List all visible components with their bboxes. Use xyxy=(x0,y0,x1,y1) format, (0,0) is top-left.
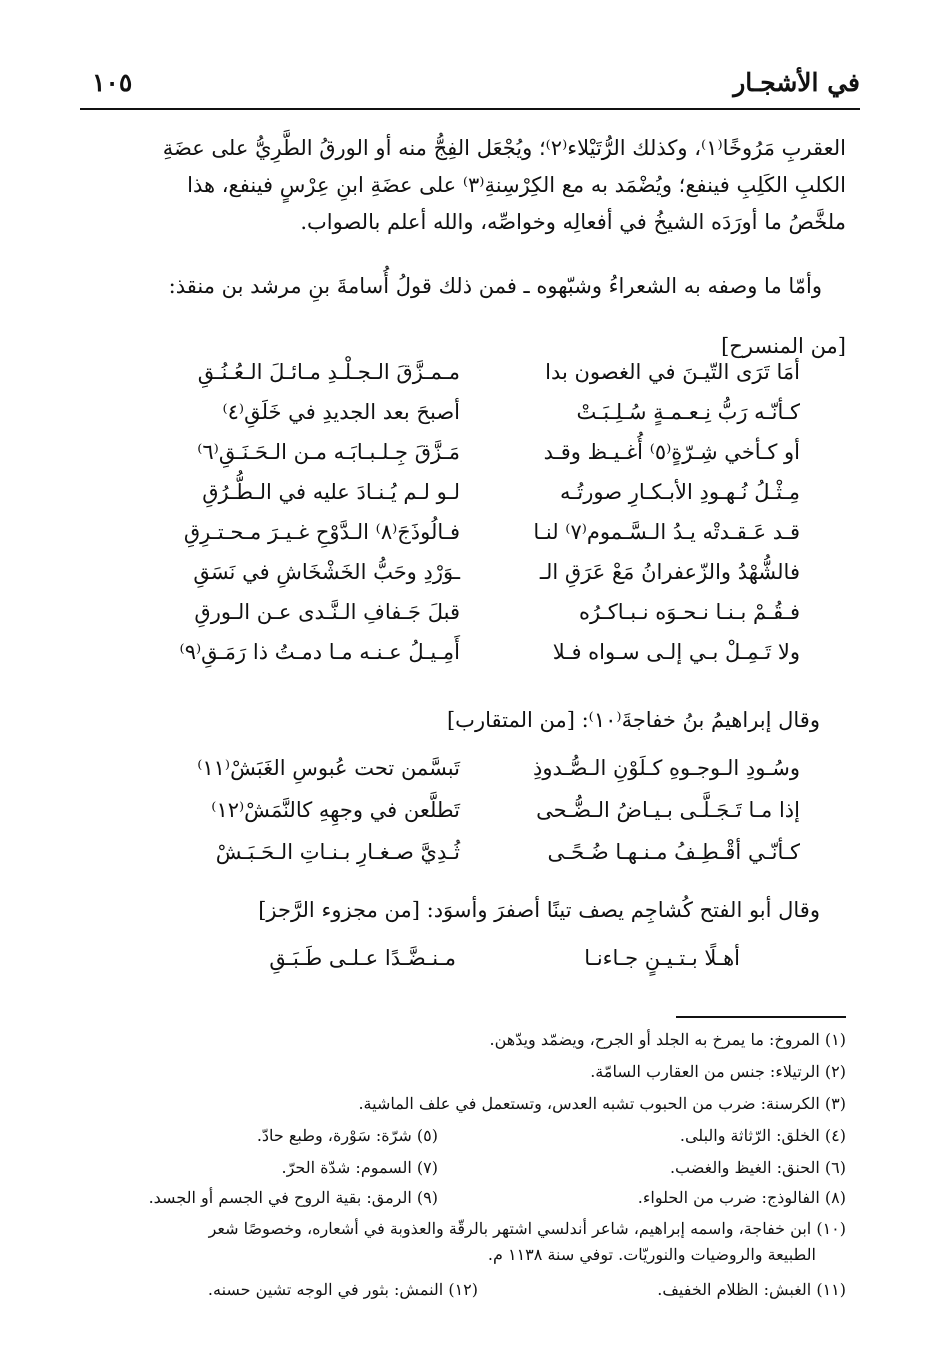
hemistich-first: مِـثْـلُ نُـهـودِ الأبـكـارِ صورتُـه xyxy=(559,480,800,504)
hemistich-second: قبلَ جَـفافِ الـنَّـدى عـن الـورقِ xyxy=(194,600,460,624)
verse xyxy=(160,946,800,986)
verse xyxy=(160,360,800,400)
hemistich-first: فـقُـمْ بـنـا نـحـوَه نـبـاكـرُه xyxy=(578,600,800,624)
hemistich-second: ـوَرْدِ وحَبُّ الخَشْخَاشِ في نَسَقِ xyxy=(193,560,460,584)
verse xyxy=(160,440,800,480)
hemistich-second: فـالُوذَجَ⁽٨⁾ الـدَّوْحِ غـيـرَ مـحـتـرِقِ xyxy=(183,520,460,544)
hemistich-second: أَمِـيـلُ عـنـه مـا دمـتُ ذا رَمَـقِ⁽٩⁾ xyxy=(179,640,460,664)
page-number: ١٠٥ xyxy=(92,68,133,97)
hemistich-first: أمَا تَرَى التّيـنَ في الغصون بدا xyxy=(545,360,800,384)
footnote: (١) المروخ: ما يمرخ به الجلد أو الجرح، ويضمّد ويدّهن. xyxy=(489,1030,846,1049)
hemistich-first: إذا مـا تَـجَـلَّـى بـيـاضُ الـضُّـحى xyxy=(536,798,800,822)
hemistich-first: وسُـودِ الـوجـوهِ كـلَوْنِ الـصُّـدوذِ xyxy=(533,756,800,780)
hemistich-first: كـأنّـه رَبُّ نِـعـمـةٍ سُـلِـبَـتْ xyxy=(576,400,800,424)
verse xyxy=(160,756,800,796)
hemistich-first: أو كـأخي شِـرّةٍ⁽٥⁾ أُغـيـظ وقـد xyxy=(543,440,800,464)
verse xyxy=(160,600,800,640)
footnote-line: الطبيعة والروضيات والنوريّات. توفي سنة ١١٣٨ م. xyxy=(487,1245,816,1264)
hemistich-second: ثُـدِيَّ صـغـارِ بـنـاتِ الـحَـبَـشْ xyxy=(215,840,460,864)
hemistich-second: تَطلَّعن في وجهِهِ كالنَّمَشْ⁽١٢⁾ xyxy=(211,798,460,822)
footnote: (١١) الغبش: الظلام الخفيف. xyxy=(657,1280,846,1299)
hemistich-second: مَـزَّقَ جِـلـبـابَـه مـن الـحَـنَـقِ⁽٦⁾ xyxy=(197,440,460,464)
footnote: (٢) الرتيلاء: جنس من العقارب السامّة. xyxy=(590,1062,846,1081)
footnote-rule xyxy=(676,1016,846,1018)
header-rule xyxy=(80,108,860,110)
footnote: (٩) الرمق: بقية الروح في الجسم أو الجسد. xyxy=(148,1188,438,1207)
verse xyxy=(160,560,800,600)
footnote: (٥) شرّة: سَوْرة، وطبع حادّ. xyxy=(256,1126,438,1145)
footnote: (٨) الفالوذج: ضرب من الحلواء. xyxy=(637,1188,846,1207)
footnote xyxy=(86,1216,846,1268)
hemistich-second: لـو لـم يُـنـادَ عليه في الـطُّـرُقِ xyxy=(202,480,460,504)
text-line: الكلبِ الكَلِبِ فينفع؛ ويُضْمَد به مع الكِرْسِنةِ⁽٣⁾ على عضَةِ ابنِ عِرْسٍ فينفع، هذا xyxy=(187,173,846,197)
meter-label: [من المنسرح] xyxy=(721,334,846,358)
verse xyxy=(160,798,800,838)
text-line: العقربِ مَرُوخًا⁽١⁾، وكذلك الرُّتَيْلاء⁽٢⁾؛ ويُجْعَل الفِجُّ منه أو الورقُ الطَّرِيُّ على عضَةِ xyxy=(162,136,846,160)
text-line: وأمّا ما وصفه به الشعراءُ وشبّهوه ـ فمن ذلك قولُ أُسامةَ بنِ مرشد بن منقذ: xyxy=(168,274,822,298)
poem-3-intro: وقال أبو الفتح كُشاجِم يصف تينًا أصفرَ وأسوَد: [من مجزوء الرَّجز] xyxy=(258,898,820,922)
hemistich-first: أهـلًا بـتـيـنٍ جـاءنـا xyxy=(584,946,740,970)
hemistich-second: أصبحَ بعد الجديدِ في خَلَقِ⁽٤⁾ xyxy=(222,400,460,424)
footnote: (٤) الخلق: الرّثاثة والبلى. xyxy=(679,1126,846,1145)
footnote: (٦) الحنق: الغيظ والغضب. xyxy=(669,1158,846,1177)
paragraph-2 xyxy=(86,268,846,305)
verse xyxy=(160,640,800,680)
verse xyxy=(160,400,800,440)
verse xyxy=(160,520,800,560)
text-line: ملخَّصُ ما أورَدَه الشيخُ في أفعالِه وخواصِّه، والله أعلم بالصواب. xyxy=(300,210,846,234)
hemistich-first: فالشُّهْدُ والزّعفرانُ مَعْ عَرَقِ الـ xyxy=(539,560,800,584)
verse xyxy=(160,480,800,520)
chapter-title: في الأشجـار xyxy=(733,68,860,97)
hemistich-first: قـد عَـقـدتْه يـدُ الـسَّـموم⁽٧⁾ لنـا xyxy=(533,520,800,544)
hemistich-second: مـمـزَّقَ الـجـلْـدِ مـائـلَ الـعُـنُـقِ xyxy=(197,360,460,384)
hemistich-first: كـأنّـي أقْـطِـفُ مـنـهـا ضُـحًـى xyxy=(547,840,800,864)
poem-2-intro: وقال إبراهيمُ بنُ خفاجةَ⁽١٠⁾: [من المتقارب] xyxy=(446,708,820,732)
hemistich-second: تَبسَّمن تحت عُبوسِ الغَبَشْ⁽١١⁾ xyxy=(197,756,460,780)
running-header xyxy=(80,68,860,112)
paragraph-1 xyxy=(86,130,846,241)
footnote: (١٢) النمش: بثور في الوجه تشين حسنه. xyxy=(207,1280,478,1299)
footnote-line: (١٠) ابن خفاجة، واسمه إبراهيم، شاعر أندلسي اشتهر بالرقّة والعذوبة في أشعاره، وخصوصًا شعر xyxy=(208,1219,846,1238)
verse xyxy=(160,840,800,880)
hemistich-first: ولا تَـمِـلْ بـي إلـى سـواه فـلا xyxy=(552,640,800,664)
hemistich-second: مـنـضَّـدًا عـلـى طَـبَـقِ xyxy=(269,946,456,970)
footnote: (٧) السموم: شدّة الحرّ. xyxy=(281,1158,438,1177)
footnote: (٣) الكرسنة: ضرب من الحبوب تشبه العدس، وتستعمل في علف الماشية. xyxy=(358,1094,846,1113)
